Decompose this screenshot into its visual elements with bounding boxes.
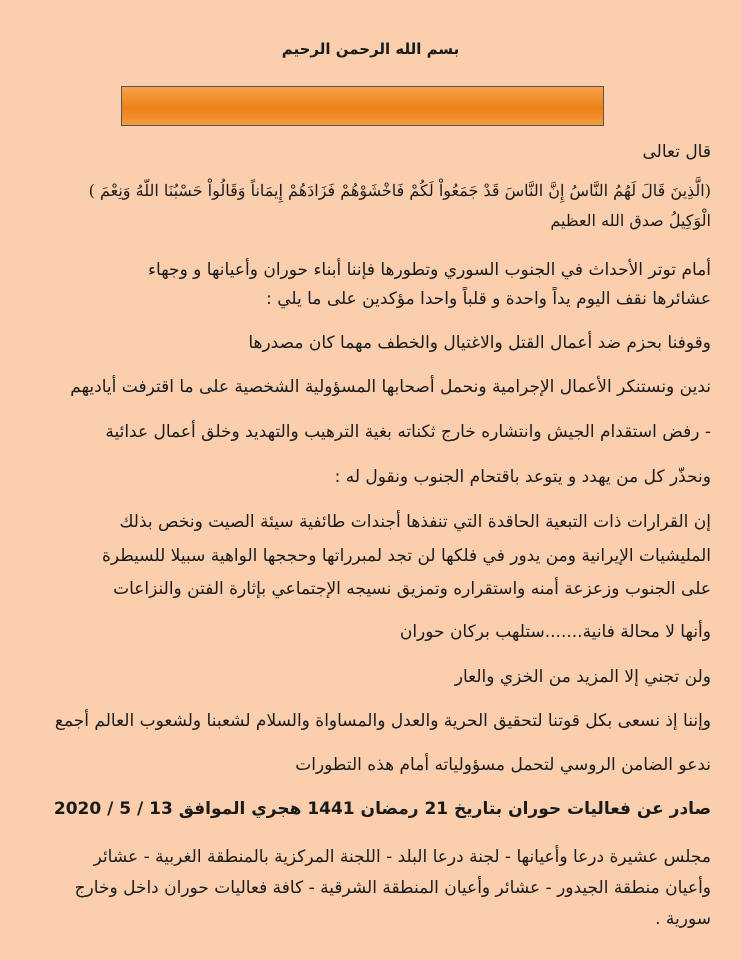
issue-date-line: صادر عن فعاليات حوران بتاريخ 21 رمضان 1441 هجري الموافق 13 / 5 / 2020: [53, 799, 711, 819]
orange-banner: [121, 86, 604, 126]
qala-taala: قال تعالى: [642, 142, 711, 162]
paragraph-7: وأنها لا محالة فانية.......ستلهب بركان حوران: [399, 622, 711, 642]
signatories-line-3: سورية .: [655, 909, 711, 929]
paragraph-6-line-2: المليشيات الإيرانية ومن يدور في فلكها لن تجد لمبرراتها وحججها الواهية سبيلا للسيطرة: [101, 546, 711, 566]
quran-verse-line-2: الْوَكِيلُ صدق الله العظيم: [550, 211, 711, 230]
paragraph-3: ندين ونستنكر الأعمال الإجرامية ونحمل أصحابها المسؤولية الشخصية على ما اقترفت أياديهم: [70, 377, 711, 397]
paragraph-5: ونحذّر كل من يهدد و يتوعد باقتحام الجنوب ونقول له :: [334, 467, 711, 487]
quran-verse-line-1: (الَّذِينَ قَالَ لَهُمُ النَّاسُ إِنَّ النَّاسَ قَدْ جَمَعُواْ لَكُمْ فَاخْشَوْهُمْ فَزَادَهُمْ إِيمَاناً وَقَالُواْ حَسْبُنَا اللّهُ وَنِعْمَ ): [88, 181, 711, 200]
paragraph-1-line-2: عشائرها نقف اليوم يداً واحدة و قلباً واحدا مؤكدين على ما يلي :: [266, 289, 711, 309]
paragraph-1-line-1: أمام توتر الأحداث في الجنوب السوري وتطورها فإننا أبناء حوران وأعيانها و وجهاء: [148, 260, 711, 280]
paragraph-6-line-3: على الجنوب وزعزعة أمنه واستقراره وتمزيق نسيجه الإجتماعي بإثارة الفتن والنزاعات: [113, 579, 711, 599]
paragraph-10: ندعو الضامن الروسي لتحمل مسؤولياته أمام هذه التطورات: [295, 755, 711, 775]
paragraph-9: وإننا إذ نسعى بكل قوتنا لتحقيق الحرية والعدل والمساواة والسلام لشعبنا ولشعوب العالم أجمع: [54, 711, 711, 731]
paragraph-2: وقوفنا بحزم ضد أعمال القتل والاغتيال والخطف مهما كان مصدرها: [248, 333, 711, 353]
paragraph-8: ولن تجني إلا المزيد من الخزي والعار: [454, 667, 711, 687]
signatories-line-1: مجلس عشيرة درعا وأعيانها - لجنة درعا البلد - اللجنة المركزية بالمنطقة الغربية - عشائر: [93, 847, 711, 867]
basmala-heading: بسم الله الرحمن الرحيم: [281, 40, 460, 58]
paragraph-6-line-1: إن القرارات ذات التبعية الحاقدة التي تنفذها أجندات طائفية سيئة الصيت ونخص بذلك: [119, 512, 711, 532]
signatories-line-2: وأعيان منطقة الجيدور - عشائر وأعيان المنطقة الشرقية - كافة فعاليات حوران داخل وخارج: [74, 878, 711, 898]
paragraph-4: - رفض استقدام الجيش وانتشاره خارج ثكناته بغية الترهيب والتهديد وخلق أعمال عدائية: [105, 422, 711, 442]
